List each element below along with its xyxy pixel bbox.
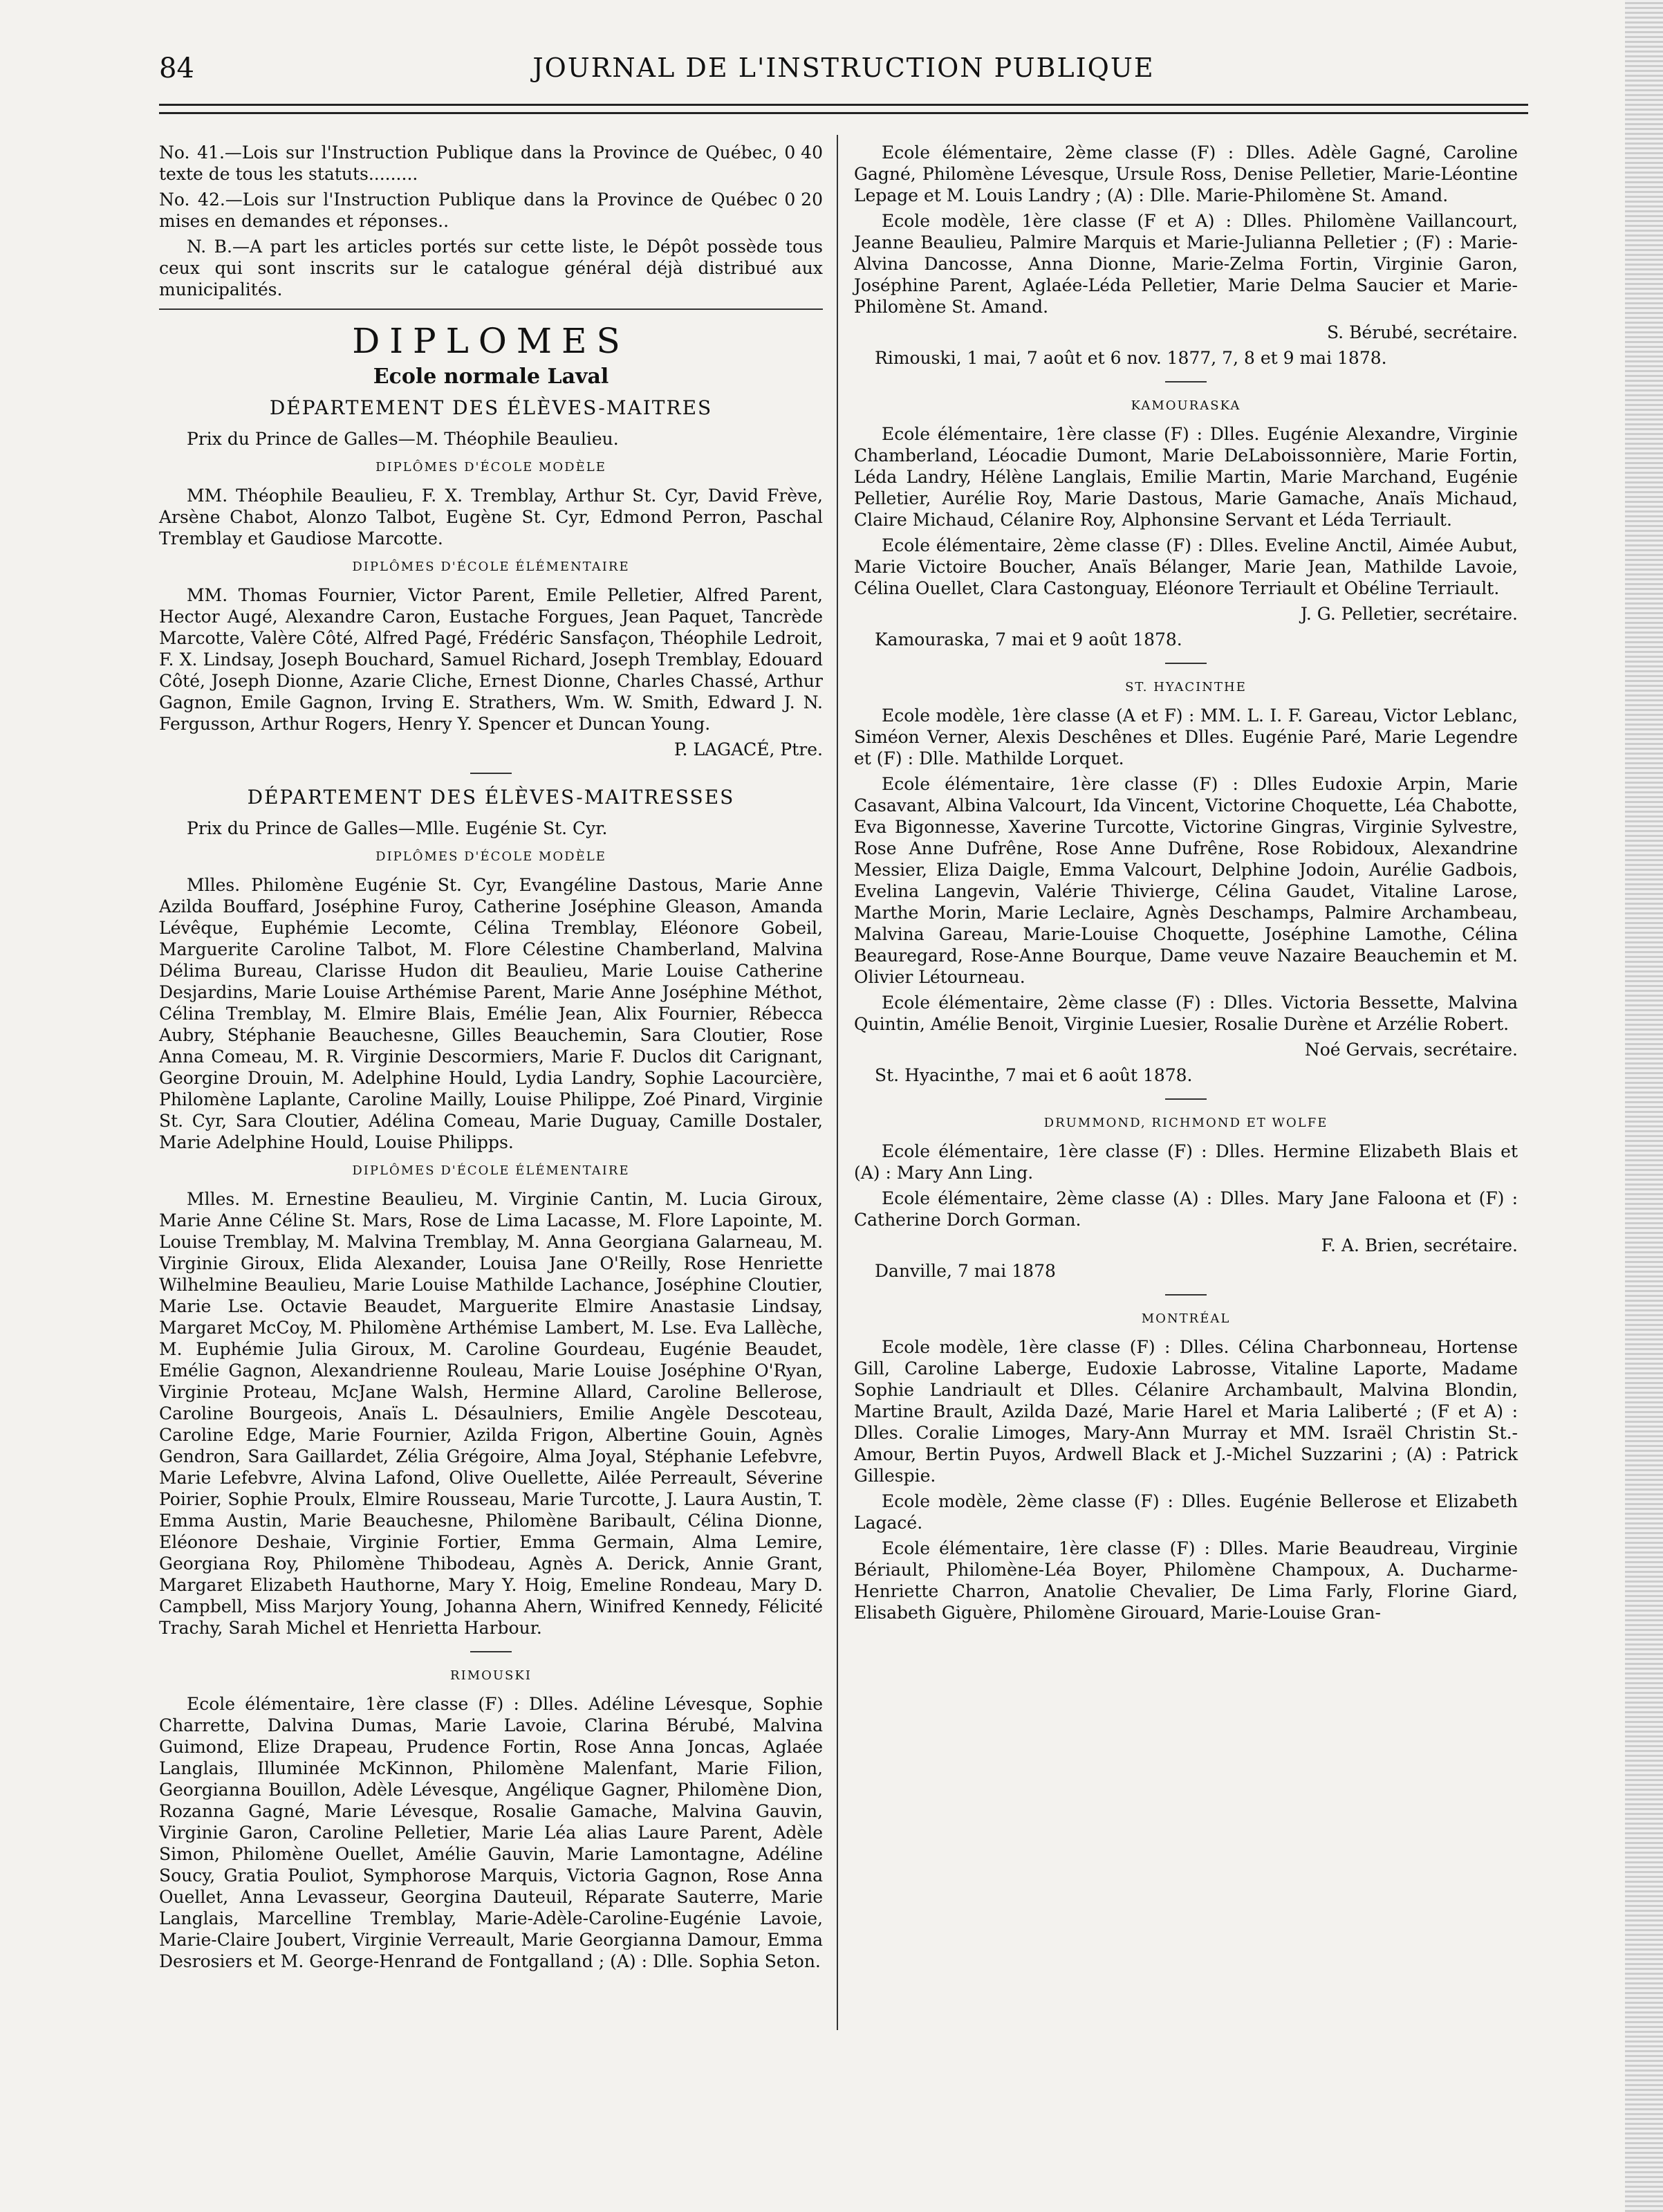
short-rule: [1165, 663, 1207, 664]
kamouraska-entry-1: Ecole élémentaire, 1ère classe (F) : Dlles. Eugénie Alexandre, Virginie Chamberland, Léocadie Dumont, Marie DeLaboissonnière, Marie Fortin, Léda Landry, Hélène Langlais, Emilie Martin, Marie Marchand, Eugénie Pelletier, Aurélie Roy, Marie Dastous, Marie Gamache, Anaïs Michaud, Claire Michaud, Célanire Roy, Alphonsine Servant et Léda Terriault.: [854, 424, 1518, 530]
left-column: [159, 142, 823, 1976]
page-edge-scan: [1625, 0, 1663, 2212]
region-st-hyacinthe: ST. HYACINTHE: [1125, 680, 1247, 694]
kamouraska-entry-2: Ecole élémentaire, 2ème classe (F) : Dlles. Eveline Anctil, Aimée Aubut, Marie Victoire Boucher, Anaïs Bélanger, Marie Jean, Mathilde Lavoie, Célina Ouellet, Clara Castonguay, Eléonore Terriault et Obéline Terriault.: [854, 535, 1518, 598]
page-number: 84: [159, 53, 194, 84]
drummond-place-date: Danville, 7 mai 1878: [875, 1261, 1056, 1281]
column-divider: [837, 135, 838, 2030]
region-rimouski: RIMOUSKI: [450, 1668, 532, 1683]
short-rule: [1165, 381, 1207, 383]
region-kamouraska: KAMOURASKA: [1131, 398, 1241, 413]
kamouraska-place-date: Kamouraska, 7 mai et 9 août 1878.: [875, 629, 1182, 649]
rimouski-entry-3: Ecole modèle, 1ère classe (F et A) : Dlles. Philomène Vaillancourt, Jeanne Beaulieu, Palmire Marquis et Marie-Julianna Pelletier ; (F) : Marie-Alvina Dancosse, Anna Dionne, Marie-Zelma Fortin, Virginie Garon, Joséphine Parent, Aglaée-Léda Pelletier, Marie Delma Saucier et Marie-Philomène St. Amand.: [854, 211, 1518, 317]
dept-maitresses-heading: DÉPARTEMENT DES ÉLÈVES-MAITRESSES: [247, 786, 735, 809]
st-hyacinthe-entry-3: Ecole élémentaire, 2ème classe (F) : Dlles. Victoria Bessette, Malvina Quintin, Amélie Benoit, Virginie Luesier, Rosalie Durène et Arzélie Robert.: [854, 993, 1518, 1034]
rimouski-entry-2: Ecole élémentaire, 2ème classe (F) : Dlles. Adèle Gagné, Caroline Gagné, Philomène Lévesque, Ursule Ross, Denise Pelletier, Marie-Léontine Lepage et M. Louis Landry ; (A) : Dlle. Marie-Philomène St. Amand.: [854, 142, 1518, 205]
page-header: [159, 53, 1528, 94]
short-rule: [470, 1651, 512, 1652]
header-rule-top: [159, 104, 1528, 106]
montreal-entry-1: Ecole modèle, 1ère classe (F) : Dlles. Célina Charbonneau, Hortense Gill, Caroline Laberge, Eudoxie Labrosse, Vitaline Laporte, Madame Sophie Landriault et Dlles. Célanire Archambault, Malvina Blondin, Martine Brault, Azilda Dazé, Marie Harel et Maria Laliberté ; (F et A) : Dlles. Coralie Limoges, Mary-Ann Murray et MM. Israël Christin St.-Amour, Bertin Puyos, Ardwell Black et J.-Michel Suzzarini ; (A) : Patrick Gillespie.: [854, 1337, 1518, 1486]
short-rule: [1165, 1294, 1207, 1296]
short-rule: [1165, 1098, 1207, 1100]
st-hyacinthe-entry-1: Ecole modèle, 1ère classe (A et F) : MM. L. I. F. Gareau, Victor Leblanc, Siméon Verner, Alexis Deschênes et Dlles. Eugénie Paré, Marie Legendre et (F) : Dlle. Mathilde Lorquet.: [854, 706, 1518, 768]
header-rule-bottom: [159, 112, 1528, 114]
drummond-signature: F. A. Brien, secrétaire.: [1321, 1235, 1518, 1255]
st-hyacinthe-signature: Noé Gervais, secrétaire.: [1304, 1040, 1518, 1060]
running-head: JOURNAL DE L'INSTRUCTION PUBLIQUE: [532, 53, 1155, 83]
subheading-modele-maitres: DIPLÔMES D'ÉCOLE MODÈLE: [375, 460, 606, 474]
subheading-elementaire-maitresses: DIPLÔMES D'ÉCOLE ÉLÉMENTAIRE: [352, 1163, 630, 1178]
region-drummond: DRUMMOND, RICHMOND ET WOLFE: [1043, 1116, 1328, 1130]
catalog-note: N. B.—A part les articles portés sur cette liste, le Dépôt possède tous ceux qui sont inscrits sur le catalogue général déjà distribué aux municipalités.: [159, 237, 823, 299]
kamouraska-signature: J. G. Pelletier, secrétaire.: [1300, 604, 1518, 624]
catalog-item-42-price: 0 20: [784, 190, 823, 210]
list-elementaire-maitres: MM. Thomas Fournier, Victor Parent, Emile Pelletier, Alfred Parent, Hector Augé, Alexandre Caron, Eustache Forgues, Jean Paquet, Tancrède Marcotte, Valère Côté, Alfred Pagé, Frédéric Sansfaçon, Théophile Ledroit, F. X. Lindsay, Joseph Bouchard, Samuel Richard, Joseph Tremblay, Edouard Côté, Joseph Dionne, Azarie Cliche, Ernest Dionne, Charles Chassé, Arthur Gagnon, Emile Gagnon, Irving E. Strathers, Wm. W. Smith, Edward J. N. Fergusson, Arthur Rogers, Henry Y. Spencer et Duncan Young.: [159, 585, 823, 734]
list-elementaire-maitresses: Mlles. M. Ernestine Beaulieu, M. Virginie Cantin, M. Lucia Giroux, Marie Anne Céline St. Mars, Rose de Lima Lacasse, M. Flore Lapointe, M. Louise Tremblay, M. Malvina Tremblay, M. Anna Georgiana Galarneau, M. Virginie Giroux, Elida Alexander, Louisa Jane O'Reilly, Rose Henriette Wilhelmine Beaulieu, Marie Louise Mathilde Lachance, Joséphine Cloutier, Marie Lse. Octavie Beaudet, Marguerite Elmire Anastasie Lindsay, Margaret McCoy, M. Philomène Arthémise Lambert, M. Lse. Eva Lallèche, M. Euphémie Julia Giroux, M. Caroline Gourdeau, Eugénie Beaudet, Emélie Gagnon, Alexandrienne Rouleau, Marie Louise Joséphine O'Ryan, Virginie Proteau, McJane Walsh, Hermine Allard, Caroline Bellerose, Caroline Bourgeois, Anaïs L. Désaulniers, Emilie Angèle Descoteau, Caroline Edge, Marie Fournier, Azilda Frigon, Albertine Gouin, Agnès Gendron, Sara Gaillardet, Zélia Grégoire, Alma Joyal, Stéphanie Lefebvre, Marie Lefebvre, Alvina Lafond, Olive Ouellette, Ailée Perreault, Séverine Poirier, Sophie Proulx, Elmire Rousseau, Marie Turcotte, J. Laura Austin, T. Emma Austin, Marie Beauchesne, Philomène Baribault, Célina Dionne, Eléonore Deshaie, Virginie Fortier, Emma Germain, Alma Lemire, Georgiana Roy, Philomène Thibodeau, Agnès A. Derick, Annie Grant, Margaret Elizabeth Hauthorne, Mary Y. Hoig, Emeline Rondeau, Mary D. Campbell, Miss Marjory Young, Johanna Ahern, Winifred Kennedy, Félicité Trachy, Sarah Michel et Henrietta Harbour.: [159, 1189, 823, 1638]
rimouski-place-date: Rimouski, 1 mai, 7 août et 6 nov. 1877, 7, 8 et 9 mai 1878.: [875, 348, 1387, 368]
st-hyacinthe-entry-2: Ecole élémentaire, 1ère classe (F) : Dlles Eudoxie Arpin, Marie Casavant, Albina Valcourt, Ida Vincent, Victorine Choquette, Léa Chabotte, Eva Bigonnesse, Xaverine Turcotte, Victorine Gingras, Virginie Sylvestre, Rose Anne Dufrêne, Rose Anne Dufrêne, Rose Robidoux, Alexandrine Messier, Eliza Daigle, Emma Valcourt, Delphine Jodoin, Aurélie Gadbois, Evelina Langevin, Valérie Thivierge, Célina Gaudet, Vitaline Larose, Marthe Morin, Marie Leclaire, Agnès Deschamps, Palmire Archambeau, Malvina Gareau, Marie-Louise Choquette, Joséphine Lamothe, Célina Beauregard, Rose-Anne Bourque, Dame veuve Nazaire Beauchemin et M. Olivier Létourneau.: [854, 774, 1518, 987]
rimouski-signature: S. Bérubé, secrétaire.: [1326, 322, 1518, 342]
subheading-modele-maitresses: DIPLÔMES D'ÉCOLE MODÈLE: [375, 849, 606, 864]
region-montreal: MONTRÉAL: [1141, 1311, 1231, 1326]
montreal-entry-2: Ecole modèle, 2ème classe (F) : Dlles. Eugénie Bellerose et Elizabeth Lagacé.: [854, 1491, 1518, 1533]
catalog-item-41-price: 0 40: [784, 142, 823, 163]
list-modele-maitres: MM. Théophile Beaulieu, F. X. Tremblay, Arthur St. Cyr, David Frève, Arsène Chabot, Alonzo Talbot, Eugène St. Cyr, Edmond Perron, Paschal Tremblay et Gaudiose Marcotte.: [159, 486, 823, 549]
signature-lagace: P. LAGACÉ, Ptre.: [673, 739, 823, 759]
prix-maitresses: Prix du Prince de Galles—Mlle. Eugénie St. Cyr.: [187, 818, 608, 838]
diplomes-title: DIPLOMES: [352, 321, 630, 361]
catalog-item-42-text: No. 42.—Lois sur l'Instruction Publique dans la Province de Québec mises en demandes et réponses..: [159, 190, 778, 231]
school-name: Ecole normale Laval: [373, 365, 609, 389]
catalog-item-42: [159, 189, 823, 232]
catalog-item-41: [159, 142, 823, 185]
dept-maitres-heading: DÉPARTEMENT DES ÉLÈVES-MAITRES: [269, 396, 713, 419]
prix-maitres: Prix du Prince de Galles—M. Théophile Beaulieu.: [187, 429, 619, 449]
right-column: [854, 142, 1518, 1628]
st-hyacinthe-place-date: St. Hyacinthe, 7 mai et 6 août 1878.: [875, 1065, 1193, 1085]
catalog-item-41-text: No. 41.—Lois sur l'Instruction Publique dans la Province de Québec, texte de tous les statuts.........: [159, 142, 778, 184]
list-modele-maitresses: Mlles. Philomène Eugénie St. Cyr, Evangéline Dastous, Marie Anne Azilda Bouffard, Joséphine Furoy, Catherine Joséphine Gleason, Amanda Lévêque, Euphémie Lecomte, Célina Tremblay, Eléonore Gobeil, Marguerite Caroline Talbot, M. Flore Célestine Chamberland, Malvina Délima Bureau, Clarisse Hudon dit Beaulieu, Marie Louise Catherine Desjardins, Marie Louise Arthémise Parent, Marie Anne Joséphine Méthot, Célina Tremblay, M. Elmire Blais, Emélie Jean, Alix Fournier, Rébecca Aubry, Stéphanie Beauchesne, Gilles Beauchemin, Sara Cloutier, Rose Anna Comeau, M. R. Virginie Descormiers, Marie F. Duclos dit Carignant, Georgine Drouin, M. Adelphine Hould, Lydia Landry, Sophie Lacourcière, Philomène Laplante, Caroline Mailly, Louise Philippe, Zoé Pinard, Virginie St. Cyr, Sara Cloutier, Adélina Comeau, Marie Duguay, Camille Dostaler, Marie Adelphine Hould, Louise Philipps.: [159, 875, 823, 1152]
short-rule: [470, 773, 512, 774]
section-rule: [159, 308, 823, 310]
drummond-entry-1: Ecole élémentaire, 1ère classe (F) : Dlles. Hermine Elizabeth Blais et (A) : Mary Ann Ling.: [854, 1141, 1518, 1183]
drummond-entry-2: Ecole élémentaire, 2ème classe (A) : Dlles. Mary Jane Faloona et (F) : Catherine Dorch Gorman.: [854, 1188, 1518, 1230]
rimouski-entry-1: Ecole élémentaire, 1ère classe (F) : Dlles. Adéline Lévesque, Sophie Charrette, Dalvina Dumas, Marie Lavoie, Clarina Bérubé, Malvina Guimond, Elize Drapeau, Prudence Fortin, Rose Anna Joncas, Aglaée Langlais, Illuminée McKinnon, Philomène Malenfant, Marie Filion, Georgianna Bouillon, Adèle Lévesque, Angélique Gagner, Philomène Dion, Rozanna Gagné, Marie Lévesque, Rosalie Gamache, Malvina Gauvin, Virginie Garon, Caroline Pelletier, Marie Léa alias Laure Parent, Adèle Simon, Philomène Ouellet, Amélie Gauvin, Marie Lamontagne, Adéline Soucy, Gratia Pouliot, Symphorose Marquis, Victoria Gagnon, Rose Anna Ouellet, Anna Levasseur, Georgina Dauteuil, Réparate Sauterre, Marie Langlais, Marcelline Tremblay, Marie-Adèle-Caroline-Eugénie Lavoie, Marie-Claire Joubert, Virginie Verreault, Marie Georgianna Damour, Emma Desrosiers et M. George-Henrand de Fontgalland ; (A) : Dlle. Sophia Seton.: [159, 1694, 823, 1971]
montreal-entry-3: Ecole élémentaire, 1ère classe (F) : Dlles. Marie Beaudreau, Virginie Bériault, Philomène-Léa Boyer, Philomène Champoux, A. Ducharme-Henriette Charron, Anatolie Chevalier, De Lima Farly, Florine Giard, Elisabeth Giguère, Philomène Girouard, Marie-Louise Gran-: [854, 1538, 1518, 1623]
subheading-elementaire-maitres: DIPLÔMES D'ÉCOLE ÉLÉMENTAIRE: [352, 560, 630, 574]
